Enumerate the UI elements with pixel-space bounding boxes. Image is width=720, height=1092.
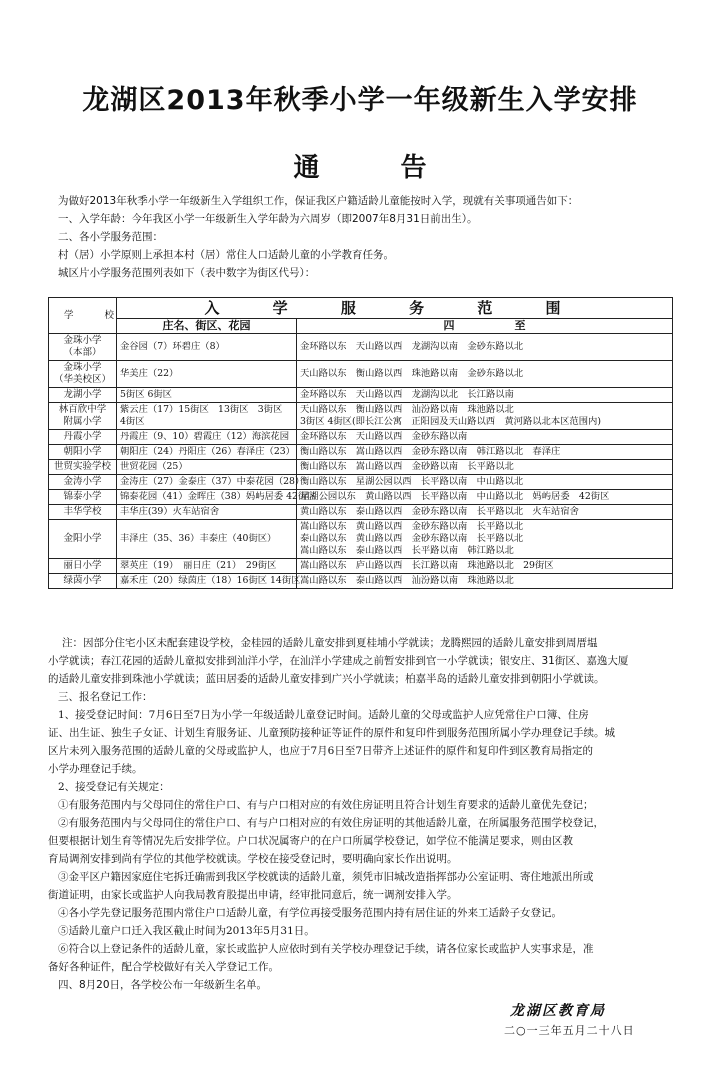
signature-date: 二○一三年五月二十八日 [504, 1024, 635, 1037]
table-row [49, 403, 673, 430]
school-cell-line: 丹霞小学 [63, 431, 102, 442]
names-cell-line: 翠英庄（19） 丽日庄（21） 29街区 [120, 560, 277, 571]
paragraph-line: 区片未列入服务范围的适龄儿童的父母或监护人，也应于7月6日至7日带齐上述证件的原件和复印件到区教育局指定的 [48, 745, 594, 757]
school-cell [49, 574, 117, 589]
bounds-cell-line: 衡山路以东 嵩山路以西 金砂路以南 长平路以北 [300, 461, 514, 472]
school-cell [49, 505, 117, 520]
bounds-cell-line: 金环路以东 天山路以西 金砂东路以南 [300, 431, 468, 442]
intro-line: 村（居）小学原则上承担本村（居）常住人口适龄儿童的小学教育任务。 [58, 249, 394, 261]
bounds-cell [297, 430, 673, 445]
bounds-cell-line: 嵩山路以东 庐山路以西 长江路以南 珠池路以北 29街区 [300, 560, 554, 571]
section3-title: 三、报名登记工作： [58, 691, 153, 703]
header-school: 学 校 [49, 298, 117, 334]
paragraph-line: 备好各种证件，配合学校做好有关入学登记工作。 [48, 961, 279, 973]
note-line: 小学就读；春江花园的适龄儿童拟安排到汕洋小学，在汕洋小学建成之前暂安排到官一小学就读；银安庄、31街区、嘉逸大厦 [48, 655, 629, 667]
section4: 四、8月20日，各学校公布一年级新生名单。 [58, 979, 268, 991]
section3-item1 [48, 706, 678, 778]
rule-1: ①有服务范围内与父母同住的常住户口、有与户口相对应的有效住房证明且符合计划生育要求的适龄儿童优先登记； [58, 799, 594, 811]
school-cell-line: 朝阳小学 [63, 446, 102, 457]
table-row [49, 445, 673, 460]
names-cell-line: 金涛庄（27）金泰庄（37）中泰花园（28） [120, 476, 305, 487]
service-range-table [48, 297, 673, 589]
names-cell-line: 嘉禾庄（20）绿茵庄（18）16街区 14街区 [120, 575, 301, 586]
names-cell [117, 361, 297, 388]
table-row [49, 361, 673, 388]
paragraph-line: 小学办理登记手续。 [48, 763, 143, 775]
rule-2 [48, 814, 678, 868]
names-cell [117, 505, 297, 520]
school-cell-line: 金珠小学 [63, 362, 102, 373]
bounds-cell-line: 嵩山路以东 泰山路以西 汕汾路以南 珠池路以北 [300, 575, 514, 586]
table-row [49, 520, 673, 559]
bounds-cell-line: 星湖公园以东 黄山路以西 长平路以南 中山路以北 妈屿居委 42街区 [300, 491, 610, 502]
school-cell-line: （华美校区） [53, 374, 111, 385]
table-header-row [49, 298, 673, 319]
table-subheader-row [49, 319, 673, 334]
school-cell-line: 金涛小学 [63, 476, 102, 487]
school-cell [49, 559, 117, 574]
paragraph-line: ③金平区户籍因家庭住宅拆迁确需到我区学校就读的适龄儿童，须凭市旧城改造指挥部办公室证明、寄住地派出所或 [58, 871, 594, 883]
school-cell-line: 附属小学 [63, 416, 102, 427]
bounds-cell [297, 460, 673, 475]
bounds-cell [297, 475, 673, 490]
school-cell-line: 林百欣中学 [58, 404, 107, 415]
bounds-cell [297, 445, 673, 460]
names-cell [117, 430, 297, 445]
bounds-cell [297, 388, 673, 403]
names-cell [117, 574, 301, 589]
school-cell [49, 334, 117, 361]
bounds-cell-line: 衡山路以东 嵩山路以西 金砂东路以南 韩江路以北 春泽庄 [300, 446, 561, 457]
section3-item2-title: 2、接受登记有关规定： [58, 781, 170, 793]
school-cell-line: 丰华学校 [63, 506, 102, 517]
note-line: 注：因部分住宅小区未配套建设学校，金桂园的适龄儿童安排到夏桂埔小学就读；龙腾熙园的适龄儿童安排到周厝塭 [62, 637, 598, 649]
names-cell-line: 华美庄（22） [120, 368, 179, 379]
school-cell-line: （本部） [63, 347, 102, 358]
school-cell [49, 388, 117, 403]
bounds-cell-line: 泰山路以东 黄山路以西 金砂东路以南 长平路以北 [300, 533, 524, 544]
paragraph-line: ②有服务范围内与父母同住的常住户口、有与户口相对应的有效住房证明的其他适龄儿童，在所属服务范围学校登记， [58, 817, 604, 829]
bounds-cell [297, 574, 673, 589]
school-cell [49, 403, 117, 430]
school-cell-line: 锦泰小学 [63, 491, 102, 502]
paragraph-line: 证、出生证、独生子女证、计划生育服务证、儿童预防接种证等证件的原件和复印件到服务范围所属小学办理登记手续。城 [48, 727, 615, 739]
table-row [49, 490, 673, 505]
school-cell [49, 361, 117, 388]
names-cell [117, 334, 297, 361]
names-cell [117, 403, 297, 430]
table-note [48, 634, 678, 688]
bounds-cell-line: 金环路以东 天山路以西 龙湖沟以南 金砂东路以北 [300, 341, 524, 352]
bounds-cell [297, 403, 673, 430]
page-title: 龙湖区2013年秋季小学一年级新生入学安排 [82, 85, 638, 116]
rule-3 [48, 868, 678, 904]
bounds-cell [297, 559, 673, 574]
names-cell [117, 460, 297, 475]
bounds-cell-line: 嵩山路以东 黄山路以西 金砂东路以南 长平路以北 [300, 521, 524, 532]
bounds-cell-line: 天山路以东 衡山路以西 汕汾路以南 珠池路以北 [300, 404, 514, 415]
paragraph-line: 育局调剂安排到尚有学位的其他学校就读。学校在接受登记时，要明确向家长作出说明。 [48, 853, 458, 865]
bounds-cell [297, 334, 673, 361]
paragraph-line: ⑥符合以上登记条件的适龄儿童，家长或监护人应依时到有关学校办理登记手续，请各位家长或监护人实事求是，准 [58, 943, 594, 955]
names-cell [117, 475, 305, 490]
school-cell [49, 490, 117, 505]
bounds-cell-line: 天山路以东 衡山路以西 珠池路以南 金砂东路以北 [300, 368, 524, 379]
school-cell-line: 丽日小学 [63, 560, 102, 571]
school-cell [49, 430, 117, 445]
page-subtitle: 通 告 [293, 153, 463, 183]
names-cell [117, 388, 297, 403]
names-cell-line: 世贸花园（25） [120, 461, 188, 472]
header-range: 入 学 服 务 范 围 [117, 298, 673, 319]
names-cell-line: 4街区 [120, 416, 145, 427]
bounds-cell [297, 490, 673, 505]
names-cell [117, 520, 297, 559]
names-cell-line: 丹霞庄（9、10）碧霞庄（12）海滨花园 [120, 431, 290, 442]
table-row [49, 559, 673, 574]
school-cell [49, 445, 117, 460]
names-cell-line: 金谷园（7）环碧庄（8） [120, 341, 225, 352]
body-section [48, 634, 678, 994]
table-row [49, 334, 673, 361]
table-row [49, 430, 673, 445]
names-cell-line: 5街区 6街区 [120, 389, 172, 400]
intro-line: 一、入学年龄：今年我区小学一年级新生入学年龄为六周岁（即2007年8月31日前出生）。 [58, 213, 478, 225]
school-cell-line: 金珠小学 [63, 335, 102, 346]
intro-line: 二、各小学服务范围： [58, 231, 163, 243]
header-names: 庄名、街区、花园 [117, 319, 297, 334]
names-cell-line: 锦泰花园（41）金晖庄（38）妈屿居委 42街区 [120, 491, 317, 502]
school-cell-line: 龙湖小学 [63, 389, 102, 400]
table-row [49, 505, 673, 520]
school-cell-line: 绿茵小学 [63, 575, 102, 586]
bounds-cell-line: 金环路以东 天山路以西 龙湖沟以北 长江路以南 [300, 389, 514, 400]
school-cell [49, 460, 117, 475]
names-cell-line: 朝阳庄（24）丹阳庄（26）春泽庄（23） [120, 446, 295, 457]
bounds-cell [297, 505, 673, 520]
names-cell [117, 559, 297, 574]
bounds-cell-line: 黄山路以东 泰山路以西 金砂东路以南 长平路以北 火车站宿舍 [300, 506, 579, 517]
paragraph-line: 1、接受登记时间：7月6日至7日为小学一年级适龄儿童登记时间。适龄儿童的父母或监护人应凭常住户口簿、住房 [58, 709, 589, 721]
bounds-cell-line: 3街区 4街区(即长江公寓 正阳园及天山路以西 黄河路以北本区范围内) [300, 416, 601, 427]
school-cell [49, 475, 117, 490]
names-cell-line: 丰泽庄（35、36）丰泰庄（40街区） [120, 533, 277, 544]
names-cell-line: 丰华庄(39）火车站宿舍 [120, 506, 220, 517]
bounds-cell [297, 520, 673, 559]
bounds-cell [297, 361, 673, 388]
signature: 龙湖区教育局 [510, 1003, 606, 1019]
school-cell-line: 世贸实验学校 [53, 461, 111, 472]
names-cell [117, 490, 317, 505]
paragraph-line: 街道证明，由家长或监护人向我局教育股提出申请，经审批同意后，统一调剂安排入学。 [48, 889, 458, 901]
names-cell-line: 紫云庄（17）15街区 13街区 3街区 [120, 404, 283, 415]
intro-line: 为做好2013年秋季小学一年级新生入学组织工作，保证我区户籍适龄儿童能按时入学，现就有关事项通告如下： [58, 195, 579, 207]
rule-6 [48, 940, 678, 976]
table-row [49, 460, 673, 475]
names-cell [117, 445, 297, 460]
table-row [49, 574, 673, 589]
intro-line: 城区片小学服务范围列表如下（表中数字为街区代号）： [58, 267, 316, 279]
table-row [49, 475, 673, 490]
paragraph-line: 但要根据计划生育等情况先后安排学位。户口状况属寄户的在户口所属学校登记，如学位不能满足要求，则由区教 [48, 835, 573, 847]
intro-section [48, 192, 688, 282]
school-cell-line: 金阳小学 [63, 533, 102, 544]
bounds-cell-line: 衡山路以东 星湖公园以西 长平路以南 中山路以北 [300, 476, 524, 487]
table-row [49, 388, 673, 403]
school-cell [49, 520, 117, 559]
rule-4: ④各小学先登记服务范围内常住户口适龄儿童，有学位再接受服务范围内持有居住证的外来工适龄子女登记。 [58, 907, 562, 919]
rule-5: ⑤适龄儿童户口迁入我区截止时间为2013年5月31日。 [58, 925, 315, 937]
note-line: 的适龄儿童安排到珠池小学就读；蓝田居委的适龄儿童安排到广兴小学就读；柏嘉半岛的适龄儿童安排到朝阳小学就读。 [48, 673, 605, 685]
bounds-cell-line: 嵩山路以东 泰山路以西 长平路以南 韩江路以北 [300, 545, 514, 556]
header-bounds: 四至 [297, 319, 673, 334]
